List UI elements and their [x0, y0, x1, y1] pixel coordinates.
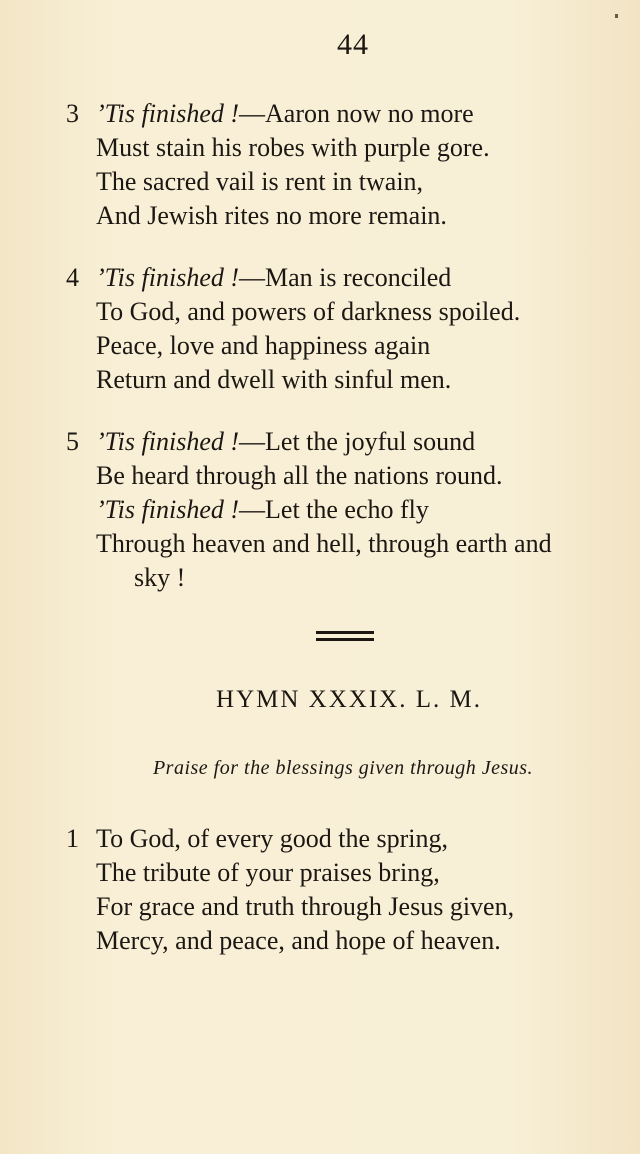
double-rule-divider: [316, 631, 374, 645]
hymn-verse-1: [66, 822, 514, 958]
verse-line: [66, 97, 490, 131]
hymn-title: HYMN XXXIX. L. M.: [216, 686, 482, 713]
hymn-subtitle: Praise for the blessings given through Jesus.: [152, 757, 534, 779]
verse-line: Be heard through all the nations round.: [96, 461, 503, 490]
verse-line-text: —Let the joyful sound: [239, 427, 476, 456]
rule-line: [316, 638, 374, 641]
verse-line: And Jewish rites no more remain.: [96, 201, 447, 230]
verse-line-italic: ’Tis finished !: [96, 263, 240, 292]
verse-line: [66, 261, 520, 295]
verse-line-italic: ’Tis finished !: [96, 495, 240, 524]
verse-line: Return and dwell with sinful men.: [96, 365, 452, 394]
verse-number: 1: [66, 824, 79, 853]
verse-line-continuation: sky !: [134, 563, 186, 592]
verse-line: Mercy, and peace, and hope of heaven.: [96, 926, 501, 955]
verse-5: [66, 425, 552, 595]
verse-line: [66, 493, 552, 527]
verse-line: Peace, love and happiness again: [96, 331, 431, 360]
verse-line-italic: ’Tis finished !: [96, 99, 240, 128]
verse-number: 4: [66, 263, 79, 292]
verse-line: The sacred vail is rent in twain,: [96, 167, 424, 196]
verse-line: To God, and powers of darkness spoiled.: [96, 297, 521, 326]
page-mark: [615, 14, 618, 18]
verse-line-italic: ’Tis finished !: [96, 427, 240, 456]
verse-number: 5: [66, 427, 79, 456]
verse-number: 3: [66, 99, 79, 128]
page-number: 44: [337, 28, 369, 61]
verse-line-text: —Aaron now no more: [239, 99, 474, 128]
verse-line: Must stain his robes with purple gore.: [96, 133, 490, 162]
verse-line-text: —Man is reconciled: [239, 263, 452, 292]
verse-3: [66, 97, 490, 233]
verse-line-text: —Let the echo fly: [239, 495, 429, 524]
verse-line: For grace and truth through Jesus given,: [96, 892, 515, 921]
verse-line: [66, 425, 552, 459]
verse-4: [66, 261, 520, 397]
verse-line: The tribute of your praises bring,: [96, 858, 440, 887]
verse-line: [66, 822, 514, 856]
verse-line-text: To God, of every good the spring,: [96, 824, 449, 853]
rule-line: [316, 631, 374, 634]
verse-line: Through heaven and hell, through earth and: [96, 529, 552, 558]
